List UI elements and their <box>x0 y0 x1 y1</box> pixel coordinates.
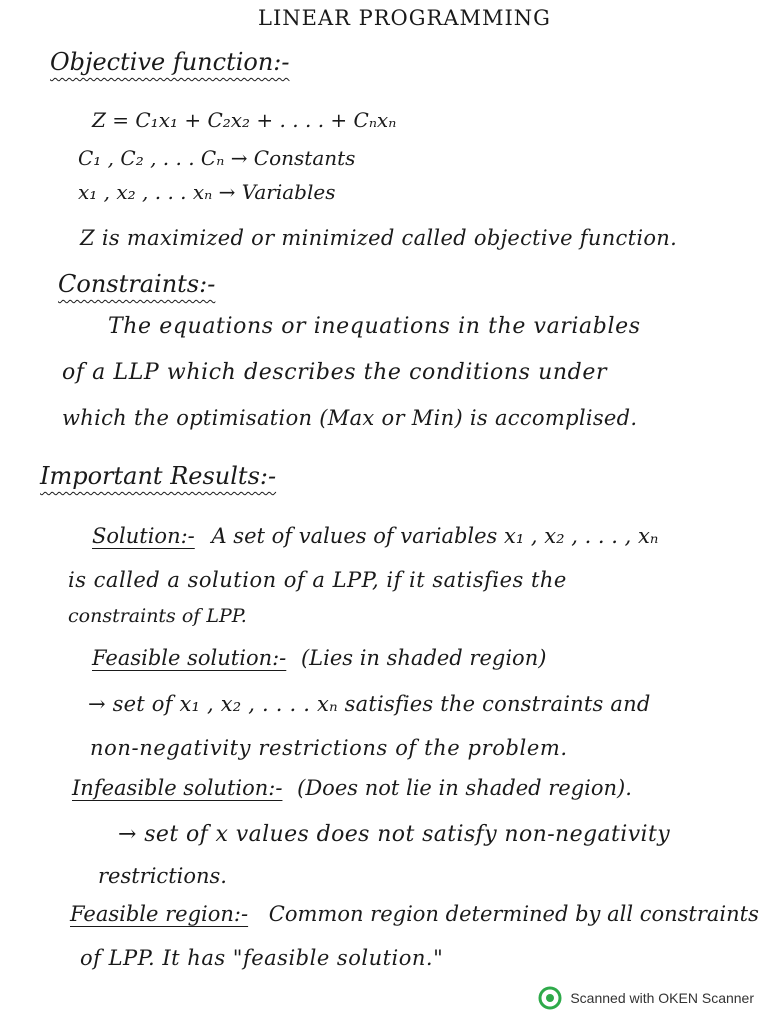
constraints-heading: Constraints:- <box>58 270 216 298</box>
feasible-solution-note: (Lies in shaded region) <box>300 646 547 670</box>
feasible-detail-1: → set of x₁ , x₂ , . . . . xₙ satisfies the constraints and <box>88 692 651 716</box>
feasible-region-definition-1: Common region determined by all constraints <box>268 902 759 926</box>
infeasible-solution-term: Infeasible solution:- <box>72 776 283 800</box>
important-results-heading: Important Results:- <box>40 462 277 490</box>
objective-function-heading: Objective function:- <box>50 48 290 76</box>
infeasible-solution-note: (Does not lie in shaded region). <box>297 776 632 800</box>
infeasible-solution-line <box>72 778 632 799</box>
scanner-watermark <box>538 986 754 1010</box>
constraints-line-3: which the optimisation (Max or Min) is accomplised. <box>62 406 638 430</box>
feasible-solution-term: Feasible solution:- <box>92 646 287 670</box>
variables-line: x₁ , x₂ , . . . xₙ → Variables <box>78 180 336 204</box>
feasible-region-line-1 <box>70 904 759 925</box>
feasible-region-term: Feasible region:- <box>70 902 249 926</box>
feasible-solution-line <box>92 648 546 669</box>
solution-definition-1: A set of values of variables x₁ , x₂ , . . . , xₙ <box>211 524 659 548</box>
scanner-watermark-text: Scanned with OKEN Scanner <box>570 990 754 1006</box>
feasible-region-line-2: of LPP. It has "feasible solution." <box>80 946 444 970</box>
infeasible-detail-2: restrictions. <box>98 864 227 888</box>
feasible-detail-2: non-negativity restrictions of the problem. <box>90 736 568 760</box>
solution-line-1 <box>92 526 658 547</box>
solution-line-3: constraints of LPP. <box>68 605 247 627</box>
oken-scanner-logo-icon <box>538 986 562 1010</box>
page-title: LINEAR PROGRAMMING <box>258 6 551 30</box>
objective-definition: Z is maximized or minimized called objective function. <box>80 226 678 250</box>
objective-equation: Z = C₁x₁ + C₂x₂ + . . . . + Cₙxₙ <box>92 108 397 132</box>
constants-line: C₁ , C₂ , . . . Cₙ → Constants <box>78 146 356 170</box>
solution-term: Solution:- <box>92 524 195 548</box>
solution-line-2: is called a solution of a LPP, if it satisfies the <box>68 568 567 592</box>
constraints-line-2: of a LLP which describes the conditions under <box>62 360 608 385</box>
infeasible-detail-1: → set of x values does not satisfy non-negativity <box>118 822 671 847</box>
constraints-line-1: The equations or inequations in the variables <box>108 314 641 339</box>
